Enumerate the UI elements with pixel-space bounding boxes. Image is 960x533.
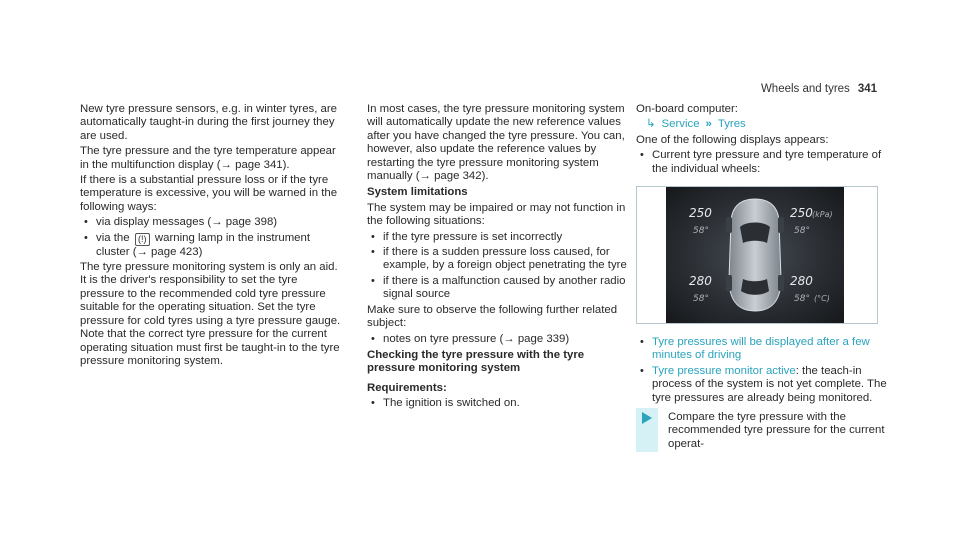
paragraph: The tyre pressure and the tyre temperature appear in the multifunction display (→ page 341). <box>80 145 336 171</box>
section-heading: Checking the tyre pressure with the tyre pressure monitoring system <box>367 348 585 375</box>
paragraph: New tyre pressure sensors, e.g. in winter tyres, are automatically taught-in during the first journey they are used. <box>80 103 338 142</box>
running-header <box>761 83 877 96</box>
tyre-pressure-display <box>666 187 844 323</box>
front-right-temp: 58° <box>794 226 810 237</box>
menu-path <box>636 118 898 131</box>
list-item <box>636 365 898 405</box>
status-list <box>636 336 898 405</box>
paragraph: One of the following displays appears: <box>636 133 829 146</box>
list-item: • via display messages (→ page 398) <box>80 216 342 229</box>
list-item: • if the tyre pressure is set incorrectly <box>367 231 629 244</box>
related-list <box>367 333 629 346</box>
display-image-frame <box>636 186 878 324</box>
pressure-unit: (kPa) <box>812 210 833 220</box>
car-top-view-icon <box>726 199 784 311</box>
menu-item-tyres: Tyres <box>717 118 746 131</box>
list-item: • Tyre pressures will be displayed after a few minutes of driving <box>636 336 898 363</box>
menu-item-service: Service <box>661 118 700 131</box>
paragraph: In most cases, the tyre pressure monitoring system will automatically update the new reference values after you have changed the tyre pressure. You can, however, also update the reference values by restarting the tyre pressure monitoring system manually (→ page 342). <box>367 103 625 183</box>
requirements-list <box>367 397 629 410</box>
action-note <box>636 411 898 451</box>
rear-left-pressure: 280 <box>689 274 712 289</box>
temperature-unit: (°C) <box>814 294 830 304</box>
rear-right-pressure: 280 <box>790 274 813 289</box>
column-1 <box>80 103 342 370</box>
list-item: • The ignition is switched on. <box>367 397 629 410</box>
paragraph: On-board computer: <box>636 103 738 115</box>
front-left-pressure: 250 <box>689 206 712 221</box>
front-left-temp: 58° <box>693 226 709 237</box>
front-right-pressure: 250 <box>790 206 813 221</box>
warning-list <box>80 216 342 259</box>
subheading: System limitations <box>367 186 468 199</box>
list-item <box>80 232 342 259</box>
status-label: Tyre pressure monitor active <box>652 364 796 377</box>
limitations-list <box>367 231 629 302</box>
column-3 <box>636 103 898 451</box>
rear-left-temp: 58° <box>693 294 709 305</box>
paragraph: The tyre pressure monitoring system is only an aid. It is the driver's responsibility to set the tyre pressure to the recommended cold tyre pressure suitable for the operating situation. Set the tyre pressure for cold tyres using a tyre pressure gauge. Note that the correct tyre pressure for the current operating situation must first be taught-in to the tyre pressure monitoring system. <box>80 261 341 367</box>
requirements-heading: Requirements: <box>367 381 447 394</box>
paragraph: Make sure to observe the following further related subject: <box>367 303 618 330</box>
note-text: Compare the tyre pressure with the recommended tyre pressure for the current operat- <box>668 411 885 450</box>
list-item: • if there is a malfunction caused by another radio signal source <box>367 275 629 302</box>
menu-arrow-icon: ↳ <box>646 118 656 131</box>
status-description: : the teach-in process of the system is not yet complete. The tyre pressures are already being monitored. <box>652 364 887 404</box>
paragraph: The system may be impaired or may not function in the following situations: <box>367 201 626 228</box>
page-number: 341 <box>857 83 877 95</box>
list-item-text: via the <box>96 231 130 244</box>
section-title: Wheels and tyres <box>760 83 850 95</box>
paragraph: If there is a substantial pressure loss or if the tyre temperature is excessive, you will be warned in the following ways: <box>80 174 338 213</box>
tyre-pressure-warning-lamp-icon: (!) <box>135 233 150 246</box>
list-item: • notes on tyre pressure (→ page 339) <box>367 333 629 346</box>
rear-right-temp: 58° <box>794 294 810 305</box>
display-list <box>636 149 898 176</box>
column-2 <box>367 103 629 413</box>
list-item-text: warning lamp in the instrument cluster (→ page 423) <box>96 231 311 258</box>
action-arrow-icon <box>636 408 658 452</box>
list-item: • Current tyre pressure and tyre temperature of the individual wheels: <box>636 149 898 176</box>
list-item: • if there is a sudden pressure loss caused, for example, by a foreign object penetrating the tyre <box>367 246 629 273</box>
double-chevron-icon: » <box>705 118 712 131</box>
